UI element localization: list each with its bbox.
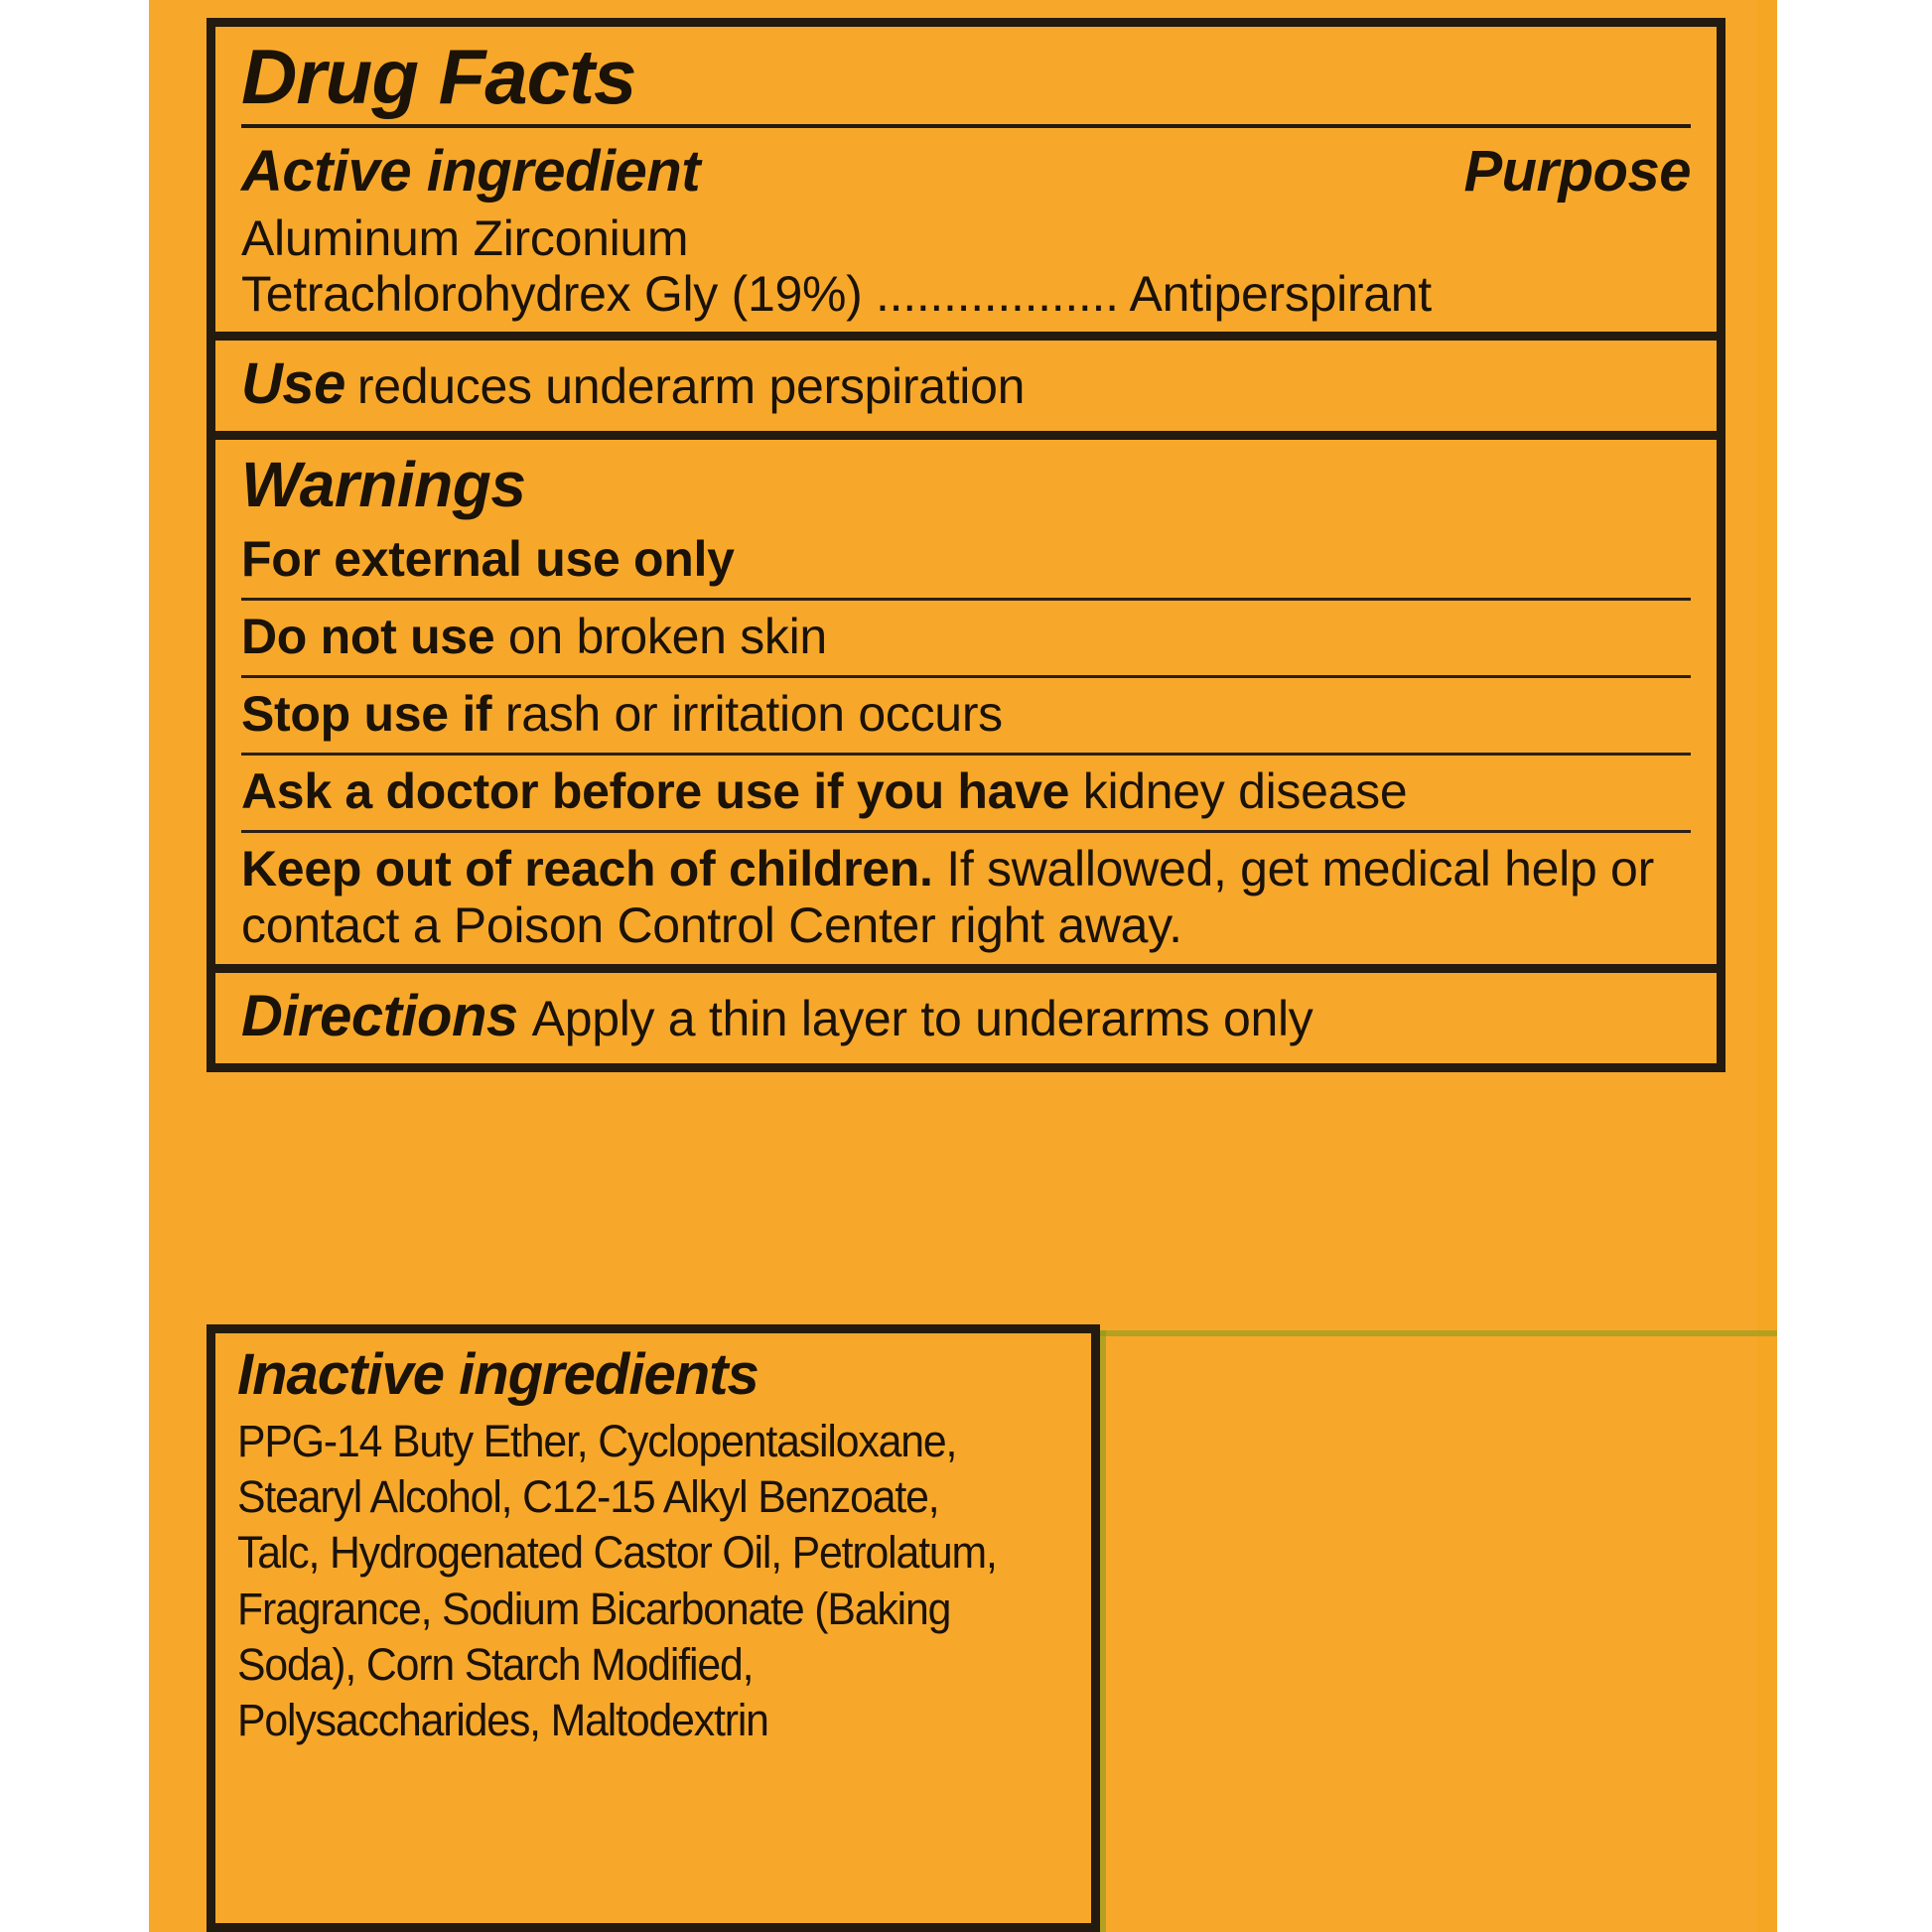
active-ingredient-line-1: Aluminum Zirconium — [241, 209, 689, 266]
inactive-ingredients-block — [207, 1324, 1100, 1932]
warning-item — [215, 601, 1717, 675]
warning-item-bold: Do not use — [241, 608, 495, 664]
active-ingredient-header-row — [241, 128, 1691, 205]
inactive-ingredients-text: PPG-14 Buty Ether, Cyclopentasiloxane, Stearyl Alcohol, C12-15 Alkyl Benzoate, Talc, Hydrogenated Castor Oil, Petrolatum, Fragrance, Sodium Bicarbonate (Baking Soda), Corn Starch Modified, Polysaccharides, Maltodextrin — [237, 1415, 997, 1746]
panel-seam-vertical — [1100, 1330, 1106, 1932]
warnings-block — [215, 431, 1717, 964]
active-ingredient-heading: Active ingredient — [241, 138, 701, 204]
directions-text: Apply a thin layer to underarms only — [531, 990, 1313, 1046]
warning-item — [215, 678, 1717, 753]
warning-item — [215, 523, 1717, 598]
directions-heading: Directions — [241, 983, 518, 1048]
warning-item — [215, 833, 1717, 964]
use-text: reduces underarm perspiration — [356, 357, 1026, 414]
active-ingredient-block — [215, 128, 1717, 332]
use-heading: Use — [241, 350, 345, 416]
use-block — [215, 332, 1717, 431]
panel-seam-horizontal — [1100, 1330, 1777, 1336]
warning-item-bold: Keep out of reach of children. — [241, 840, 933, 897]
warning-item-bold: Stop use if — [241, 685, 492, 742]
warning-item-rest: If swallowed, get medical help or contact a Poison Control Center right away. — [241, 840, 1654, 953]
inactive-ingredients-heading: Inactive ingredients — [237, 1342, 759, 1407]
warning-item-rest: on broken skin — [494, 608, 827, 664]
drug-facts-title: Drug Facts — [241, 33, 636, 120]
drug-facts-outer-border — [207, 18, 1725, 1072]
drug-facts-panel — [207, 18, 1725, 1072]
warning-item-rest: kidney disease — [1069, 762, 1408, 819]
active-ingredient-line-2: Tetrachlorohydrex Gly (19%) .................. Antiperspirant — [241, 265, 1432, 322]
warning-item-bold: Ask a doctor before use if you have — [241, 762, 1070, 819]
directions-block — [215, 964, 1717, 1063]
purpose-heading: Purpose — [1463, 138, 1691, 204]
warning-item-rest: rash or irritation occurs — [491, 685, 1003, 742]
warning-item-bold: For external use only — [241, 530, 735, 587]
warning-item — [215, 756, 1717, 830]
warnings-heading: Warnings — [241, 448, 526, 520]
